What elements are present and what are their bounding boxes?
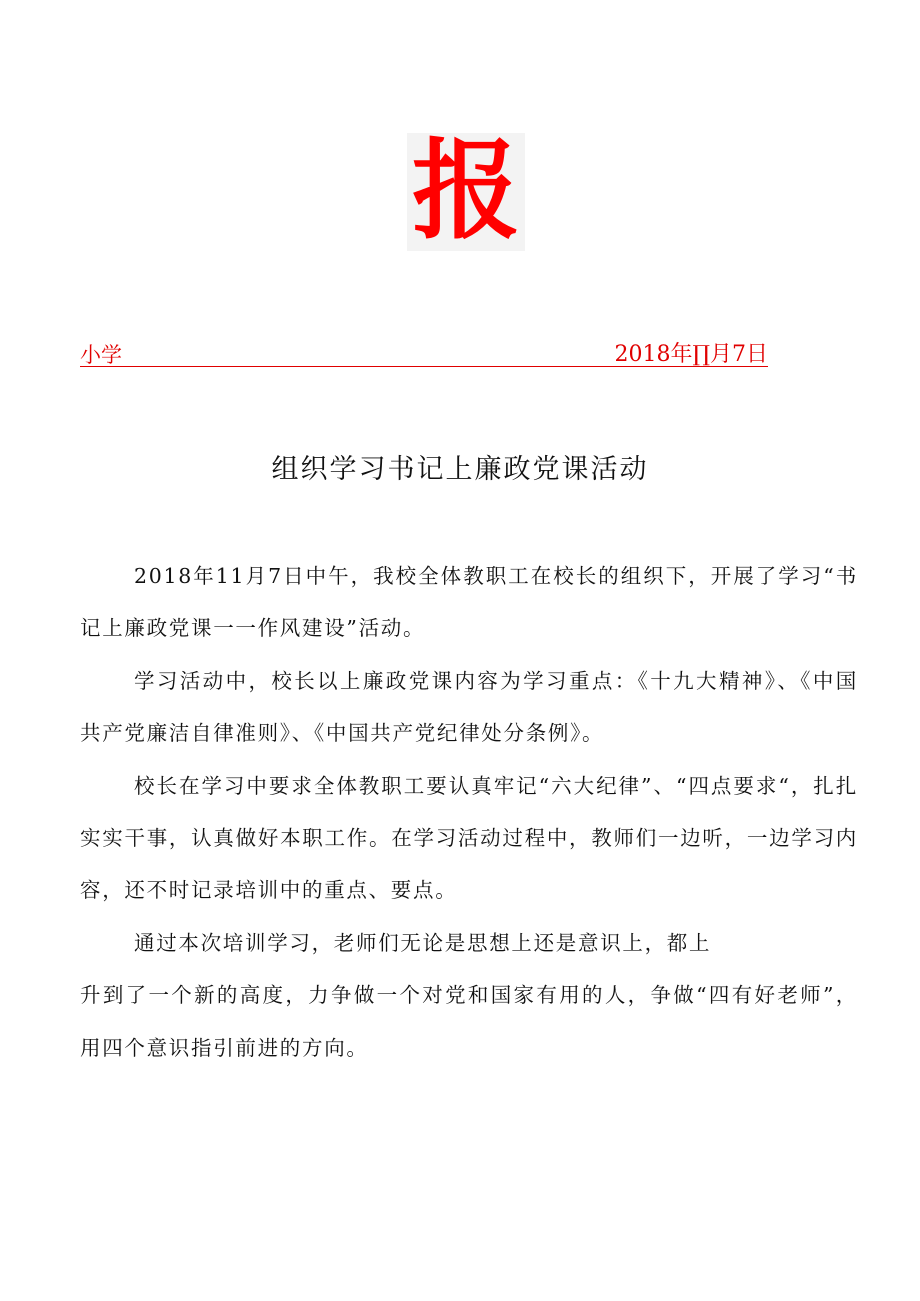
paragraph-1: 2018年11月7日中午，我校全体教职工在校长的组织下，开展了学习“书记上廉政党课一一作风建设”活动。 bbox=[80, 564, 858, 641]
paragraph-3: 校长在学习中要求全体教职工要认真牢记“六大纪律”、“四点要求“，扎扎实实干事，认真做好本职工作。在学习活动过程中，教师们一边听，一边学习内容，还不时记录培训中的重点、要点。 bbox=[80, 773, 858, 903]
issue-date: 2018年∏月7日 bbox=[614, 342, 768, 367]
masthead-character: 报 bbox=[411, 129, 520, 254]
masthead-logo bbox=[407, 129, 525, 254]
paragraph-5: 升到了一个新的高度，力争做一个对党和国家有用的人，争做“四有好老师”，用四个意识指引前进的方向。 bbox=[80, 983, 858, 1060]
paragraph-4: 通过本次培训学习，老师们无论是思想上还是意识上，都上 bbox=[134, 930, 712, 955]
dateline-bar bbox=[80, 334, 768, 367]
article-body bbox=[80, 550, 858, 1074]
paragraph-2: 学习活动中，校长以上廉政党课内容为学习重点：《十九大精神》、《中国共产党廉洁自律准则》、《中国共产党纪律处分条例》。 bbox=[80, 668, 858, 746]
school-name: 小学 bbox=[80, 343, 122, 367]
article-title: 组织学习书记上廉政党课活动 bbox=[271, 454, 649, 485]
